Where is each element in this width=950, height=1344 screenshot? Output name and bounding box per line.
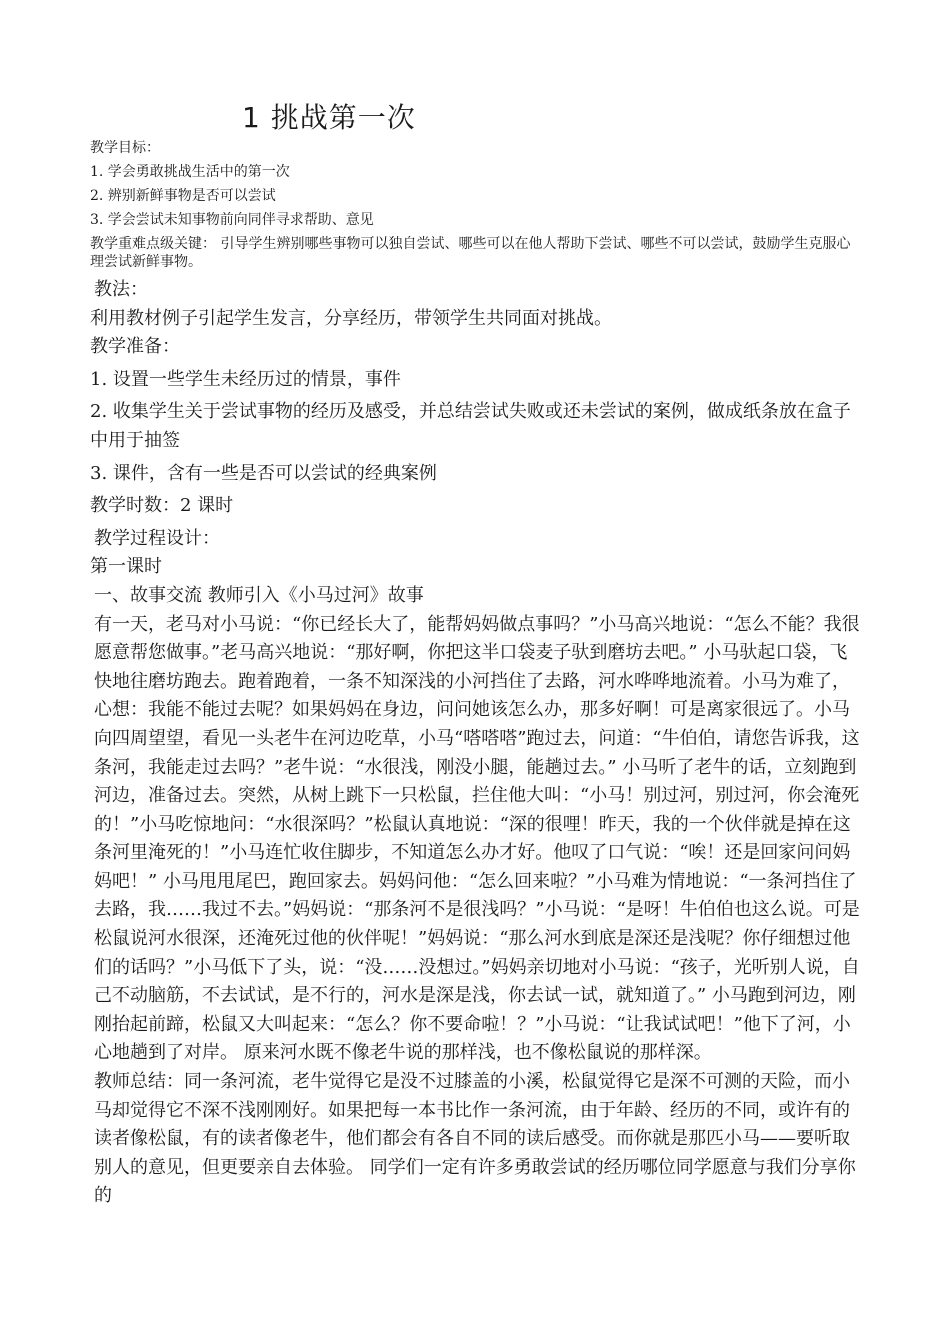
story-paragraph: 有一天，老马对小马说：“你已经长大了，能帮妈妈做点事吗？”小马高兴地说：“怎么不能？我很愿意帮您做事。”老马高兴地说：“那好啊，你把这半口袋麦子驮到磨坊去吧。” 小马驮起口袋，飞快地往磨坊跑去。跑着跑着，一条不知深浅的小河挡住了去路，河水哗哗地流着。小马为难了，心想：我能不能过去呢？如果妈妈在身边，问问她该怎么办，那多好啊！可是离家很远了。小马向四周望望，看见一头老牛在河边吃草，小马“嗒嗒嗒”跑过去，问道：“牛伯伯，请您告诉我，这条河，我能走过去吗？”老牛说：“水很浅，刚没小腿，能趟过去。” 小马听了老牛的话，立刻跑到河边，准备过去。突然，从树上跳下一只松鼠，拦住他大叫：“小马！别过河，别过河，你会淹死的！”小马吃惊地问：“水很深吗？”松鼠认真地说：“深的很哩！昨天，我的一个伙伴就是掉在这条河里淹死的！”小马连忙收住脚步，不知道怎么办才好。他叹了口气说：“唉！还是回家问问妈妈吧！” 小马甩甩尾巴，跑回家去。妈妈问他：“怎么回来啦？”小马难为情地说：“一条河挡住了去路，我……我过不去。”妈妈说：“那条河不是很浅吗？”小马说：“是呀！牛伯伯也这么说。可是松鼠说河水很深，还淹死过他的伙伴呢！”妈妈说：“那么河水到底是深还是浅呢？你仔细想过他们的话吗？”小马低下了头，说：“没……没想过。”妈妈亲切地对小马说：“孩子，光听别人说，自己不动脑筋，不去试试，是不行的，河水是深是浅，你去试一试，就知道了。” 小马跑到河边，刚刚抬起前蹄，松鼠又大叫起来：“怎么？你不要命啦！？”小马说：“让我试试吧！”他下了河，小心地趟到了对岸。 原来河水既不像老牛说的那样浅，也不像松鼠说的那样深。: [94, 613, 860, 1064]
document-title: 1 挑战第一次: [242, 101, 416, 134]
key-points: 教学重难点级关键： 引导学生辨别哪些事物可以独自尝试、哪些可以在他人帮助下尝试、哪些不可以尝试，鼓励学生克服心理尝试新鲜事物。: [90, 236, 851, 270]
objectives-block: [90, 136, 860, 271]
goals-label: 教学目标：: [90, 140, 160, 156]
goal-item-1: 1. 学会勇敢挑战生活中的第一次: [90, 164, 290, 180]
section1-heading: 一、故事交流 教师引入《小马过河》故事: [94, 584, 424, 606]
body-block: [90, 276, 860, 1211]
goal-item-2: 2. 辨别新鲜事物是否可以尝试: [90, 188, 276, 204]
goal-item-3: 3. 学会尝试未知事物前向同伴寻求帮助、意见: [90, 212, 374, 228]
teacher-summary: 教师总结：同一条河流，老牛觉得它是没不过膝盖的小溪，松鼠觉得它是深不可测的天险，而小马却觉得它不深不浅刚刚好。如果把每一本书比作一条河流，由于年龄、经历的不同，或许有的读者像松鼠，有的读者像老牛，他们都会有各自不同的读后感受。而你就是那匹小马——要听取别人的意见，但更要亲自去体验。 同学们一定有许多勇敢尝试的经历哪位同学愿意与我们分享你的: [94, 1071, 856, 1207]
prep-item-1: 1. 设置一些学生未经历过的情景，事件: [90, 368, 401, 390]
prep-item-2: 2. 收集学生关于尝试事物的经历及感受，并总结尝试失败或还未尝试的案例，做成纸条放在盒子中用于抽签: [90, 401, 851, 451]
method-text: 利用教材例子引起学生发言，分享经历，带领学生共同面对挑战。: [90, 307, 612, 329]
teaching-hours: 教学时数：2 课时: [90, 495, 234, 517]
method-label: 教法：: [94, 279, 148, 300]
lesson-label: 第一课时: [90, 556, 162, 578]
process-label: 教学过程设计：: [94, 527, 220, 549]
prep-item-3: 3. 课件，含有一些是否可以尝试的经典案例: [90, 462, 437, 484]
prep-label: 教学准备：: [90, 336, 180, 358]
